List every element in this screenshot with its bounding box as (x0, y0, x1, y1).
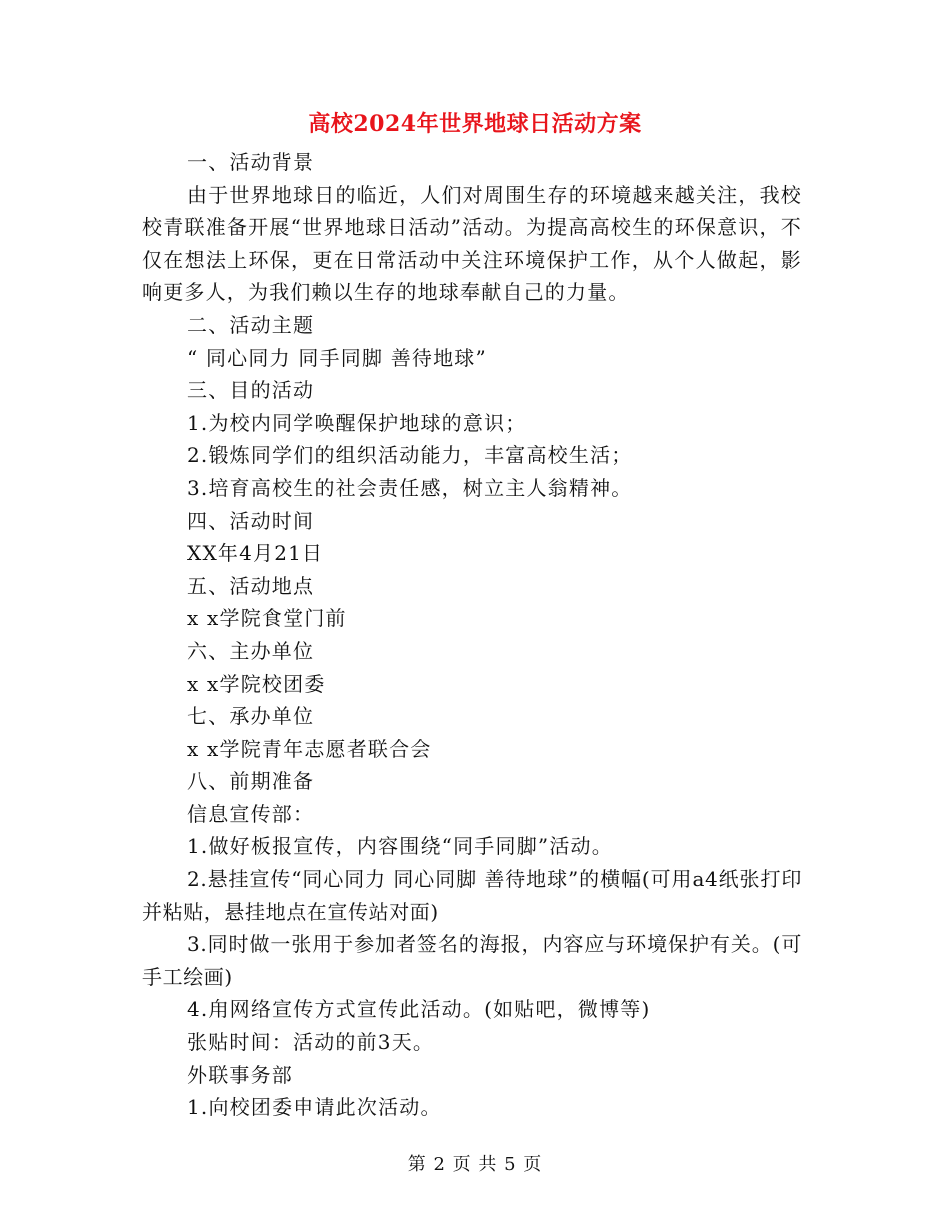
paragraph-publicity-dept: 信息宣传部： (187, 801, 315, 826)
paragraph-liaison-dept: 外联事务部 (187, 1062, 293, 1087)
preparation-item: 1.做好板报宣传，内容围绕“同手同脚”活动。 (187, 834, 613, 859)
heading-background: 一、活动背景 (187, 150, 315, 174)
purpose-item: 3.培育高校生的社会责任感，树立主人翁精神。 (187, 475, 633, 500)
paragraph-background: 由于世界地球日的临近，人们对周围生存的环境越来越关注，我校校青联准备开展“世界地球日活动”活动。为提高高校生的环保意识，不仅在想法上环保，更在日常活动中关注环境保护工作，从个人做起，影响更多人，为我们赖以生存的地球奉献自己的力量。 (142, 182, 802, 305)
heading-theme: 二、活动主题 (187, 312, 315, 337)
paragraph-location: x x学院食堂门前 (187, 606, 347, 631)
purpose-item: 2.锻炼同学们的组织活动能力，丰富高校生活； (187, 443, 633, 468)
document-title: 高校2024年世界地球日活动方案 (308, 111, 642, 137)
paragraph-undertaker: x x学院青年志愿者联合会 (187, 736, 432, 761)
paragraph-time: XX年4月21日 (187, 541, 324, 566)
paragraph-organizer: x x学院校团委 (187, 671, 326, 696)
paragraph-theme: “ 同心同力 同手同脚 善待地球” (187, 345, 487, 370)
heading-purpose: 三、目的活动 (187, 378, 315, 403)
heading-undertaker: 七、承办单位 (187, 704, 315, 729)
paragraph-posting-time: 张贴时间：活动的前3天。 (187, 1030, 435, 1055)
preparation-item: 2.悬挂宣传“同心同力 同心同脚 善待地球”的横幅(可用a4纸张打印并粘贴，悬挂地点在宣传站对面) (142, 867, 802, 924)
heading-organizer: 六、主办单位 (187, 638, 315, 663)
page-footer: 第 2 页 共 5 页 (407, 1154, 543, 1175)
purpose-item: 1.为校内同学唤醒保护地球的意识； (187, 410, 527, 435)
document-body (142, 146, 802, 1124)
preparation-item: 3.同时做一张用于参加者签名的海报，内容应与环境保护有关。(可手工绘画) (142, 932, 802, 989)
liaison-item: 1.向校团委申请此次活动。 (187, 1095, 442, 1120)
preparation-item: 4.甪网络宣传方式宣传此活动。(如贴吧，微博等) (187, 997, 651, 1022)
heading-location: 五、活动地点 (187, 573, 315, 598)
heading-time: 四、活动时间 (187, 508, 315, 533)
heading-preparation: 八、前期准备 (187, 769, 315, 794)
